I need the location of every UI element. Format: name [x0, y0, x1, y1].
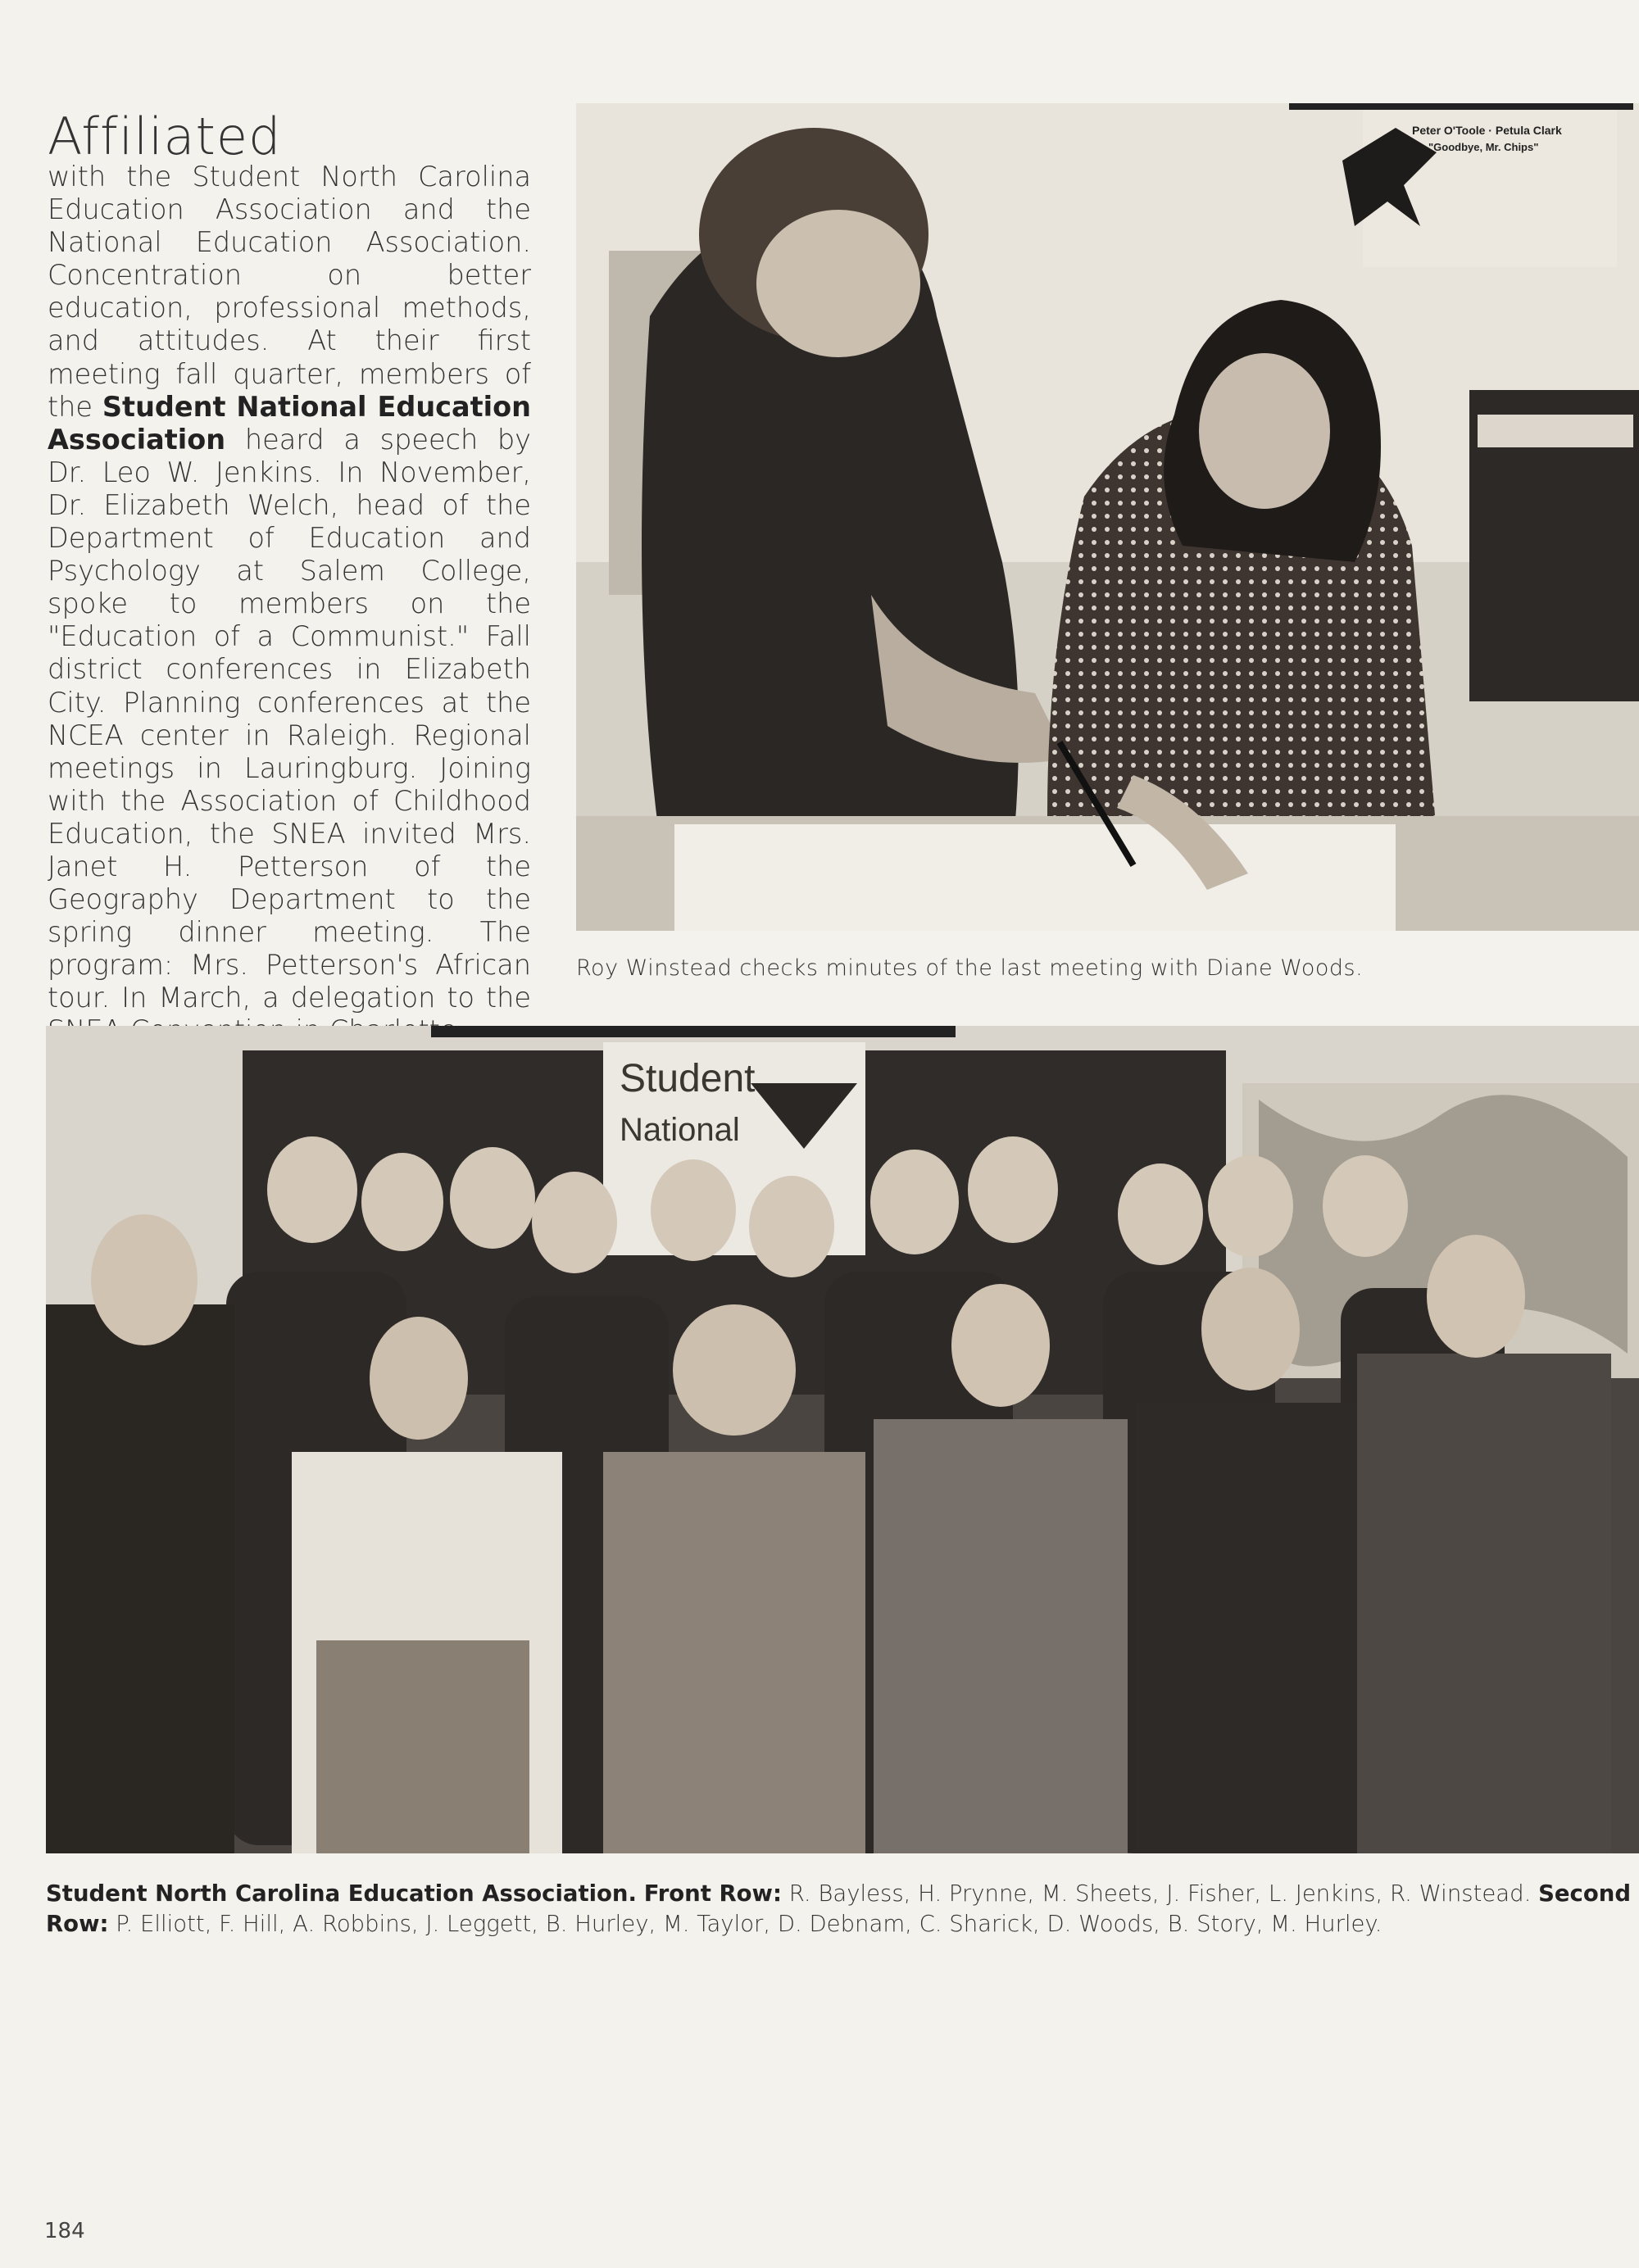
photo-top-caption: Roy Winstead checks minutes of the last meeting with Diane Woods. — [576, 955, 1364, 981]
group-photo-caption — [46, 1879, 1631, 1939]
article-body-bold: Student National Education Association — [48, 390, 531, 456]
front-row-label: Front Row: — [643, 1880, 782, 1907]
section-heading: Affiliated — [48, 107, 282, 166]
sign-line-2: National — [620, 1112, 740, 1148]
page-number: 184 — [44, 2219, 85, 2243]
caption-title: Student North Carolina Education Association. — [46, 1880, 637, 1907]
photo-minutes-illustration — [576, 103, 1639, 931]
photo-minutes-check — [576, 103, 1639, 931]
sign-line-1: Student — [620, 1057, 756, 1100]
photo-group-illustration — [46, 1026, 1639, 1853]
second-row-label: Second Row: — [46, 1880, 1632, 1937]
article-body-part2: heard a speech by Dr. Leo W. Jenkins. In November, Dr. Elizabeth Welch, head of the Department of Education and Psychology at Salem College, spoke to members on the "Education of a Communist." Fall district conferences in Elizabeth City. Planning conferences at the NCEA center in Raleigh. Regional meetings in Lauringburg. Joining with the Association of Childhood Education, the SNEA invited Mrs. Janet H. Petterson of the Geography Department to the spring dinner meeting. The program: Mrs. Petterson's African tour. In March, a delegation to the — [48, 423, 531, 1014]
front-row-names: R. Bayless, H. Prynne, M. Sheets, J. Fisher, L. Jenkins, R. Winstead. — [781, 1880, 1539, 1907]
poster-line-2: "Goodbye, Mr. Chips" — [1428, 141, 1539, 153]
article-body — [48, 161, 531, 1048]
article-body-part1: with the Student North Carolina Education Association and the National Education Association. Concentration on better education, professional methods, and attitudes. At their first meeting fall quarter, members of the — [48, 161, 531, 423]
photo-group — [46, 1026, 1639, 1853]
second-row-names: P. Elliott, F. Hill, A. Robbins, J. Leggett, B. Hurley, M. Taylor, D. Debnam, C. Sharick, D. Woods, B. Story, M. Hurley. — [108, 1911, 1382, 1937]
poster-line-1: Peter O'Toole · Petula Clark — [1412, 124, 1562, 137]
